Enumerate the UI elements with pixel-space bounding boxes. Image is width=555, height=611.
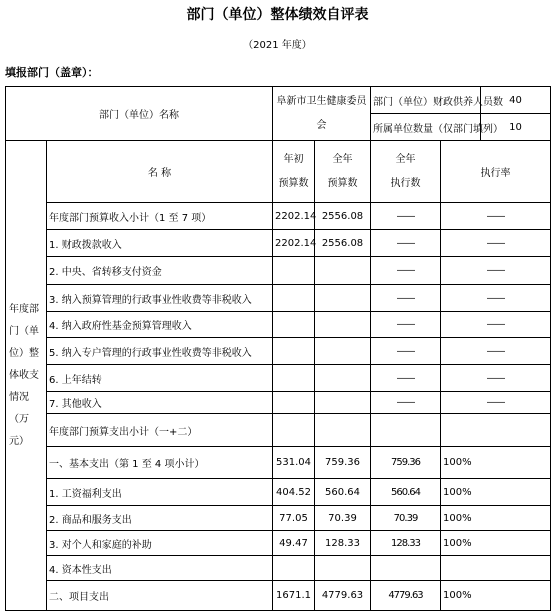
col-full-header-line2: 预算数 — [327, 177, 358, 189]
row-executed: 128.33 — [371, 531, 441, 556]
row-name: 一、基本支出（第 1 至 4 项小计） — [47, 447, 273, 479]
row-full-budget: 4779.63 — [315, 581, 371, 611]
col-exec-header-line1: 全年 — [395, 153, 416, 165]
row-full-budget — [315, 257, 371, 285]
col-initial-header-line2: 预算数 — [278, 177, 309, 189]
staff-count-label: 部门（单位）财政供养人员数 — [371, 87, 481, 114]
row-initial-budget: 2202.14 — [273, 203, 315, 230]
row-full-budget: 128.33 — [315, 531, 371, 556]
table-row — [6, 556, 551, 581]
row-initial-budget: 2202.14 — [273, 230, 315, 257]
table-row — [6, 392, 551, 414]
row-name: 1. 财政拨款收入 — [47, 230, 273, 257]
table-row — [6, 581, 551, 611]
row-rate: —— — [441, 230, 551, 257]
row-full-budget — [315, 312, 371, 338]
row-rate: 100% — [441, 506, 551, 531]
row-full-budget — [315, 414, 371, 447]
row-executed: 4779.63 — [371, 581, 441, 611]
row-rate: —— — [441, 257, 551, 285]
page-title: 部门（单位）整体绩效自评表 — [186, 7, 369, 23]
row-initial-budget: 1671.1 — [273, 581, 315, 611]
row-rate — [441, 414, 551, 447]
table-row — [6, 338, 551, 365]
row-name: 3. 纳入预算管理的行政事业性收费等非税收入 — [47, 285, 273, 312]
row-name: 1. 工资福利支出 — [47, 479, 273, 506]
row-name: 7. 其他收入 — [47, 392, 273, 414]
table-row — [6, 230, 551, 257]
dept-name-label: 部门（单位）名称 — [6, 87, 273, 141]
row-initial-budget — [273, 312, 315, 338]
row-full-budget — [315, 338, 371, 365]
row-executed: —— — [371, 338, 441, 365]
row-rate: —— — [441, 338, 551, 365]
row-executed: —— — [371, 285, 441, 312]
row-full-budget — [315, 285, 371, 312]
row-executed: —— — [371, 203, 441, 230]
row-name: 5. 纳入专户管理的行政事业性收费等非税收入 — [47, 338, 273, 365]
table-row — [6, 312, 551, 338]
row-name: 2. 中央、省转移支付资金 — [47, 257, 273, 285]
row-initial-budget — [273, 338, 315, 365]
table-row — [6, 479, 551, 506]
row-rate — [441, 556, 551, 581]
col-full-header-line1: 全年 — [332, 153, 353, 165]
row-initial-budget: 404.52 — [273, 479, 315, 506]
row-name: 2. 商品和服务支出 — [47, 506, 273, 531]
row-initial-budget: 77.05 — [273, 506, 315, 531]
row-name: 4. 纳入政府性基金预算管理收入 — [47, 312, 273, 338]
sub-unit-label: 所属单位数量（仅部门填列） — [371, 114, 481, 141]
row-executed: 70.39 — [371, 506, 441, 531]
row-initial-budget — [273, 556, 315, 581]
row-initial-budget — [273, 257, 315, 285]
table-row — [6, 365, 551, 392]
row-name: 二、项目支出 — [47, 581, 273, 611]
row-full-budget: 70.39 — [315, 506, 371, 531]
row-rate: —— — [441, 365, 551, 392]
row-full-budget: 759.36 — [315, 447, 371, 479]
row-executed: —— — [371, 257, 441, 285]
row-rate: 100% — [441, 531, 551, 556]
performance-table — [5, 86, 551, 611]
row-name: 年度部门预算收入小计（1 至 7 项） — [47, 203, 273, 230]
row-rate: —— — [441, 312, 551, 338]
row-full-budget: 2556.08 — [315, 230, 371, 257]
row-full-budget — [315, 392, 371, 414]
col-full-header — [315, 141, 371, 203]
row-full-budget: 2556.08 — [315, 203, 371, 230]
table-row — [6, 414, 551, 447]
row-initial-budget — [273, 414, 315, 447]
table-row — [6, 257, 551, 285]
side-label: 年度部门（单位）整体收支情况（万元） — [6, 141, 47, 611]
sub-unit-value: 10 — [481, 114, 551, 141]
row-rate: 100% — [441, 581, 551, 611]
row-name: 年度部门预算支出小计（一+二） — [47, 414, 273, 447]
row-rate: 100% — [441, 447, 551, 479]
row-executed: —— — [371, 312, 441, 338]
row-rate: —— — [441, 285, 551, 312]
row-full-budget — [315, 556, 371, 581]
filler-label: 填报部门（盖章）： — [5, 66, 99, 79]
row-executed: —— — [371, 365, 441, 392]
row-initial-budget: 49.47 — [273, 531, 315, 556]
row-initial-budget — [273, 365, 315, 392]
row-name: 6. 上年结转 — [47, 365, 273, 392]
table-row — [6, 506, 551, 531]
row-executed — [371, 556, 441, 581]
row-initial-budget: 531.04 — [273, 447, 315, 479]
col-exec-header — [371, 141, 441, 203]
col-initial-header — [273, 141, 315, 203]
row-executed — [371, 414, 441, 447]
table-row — [6, 285, 551, 312]
row-name: 3. 对个人和家庭的补助 — [47, 531, 273, 556]
dept-name-value: 阜新市卫生健康委员会 — [273, 87, 371, 141]
table-row — [6, 447, 551, 479]
row-initial-budget — [273, 392, 315, 414]
col-initial-header-line1: 年初 — [283, 153, 304, 165]
report-year: （2021 年度） — [243, 40, 312, 51]
row-rate: —— — [441, 203, 551, 230]
row-initial-budget — [273, 285, 315, 312]
table-row — [6, 531, 551, 556]
row-executed: 560.64 — [371, 479, 441, 506]
row-executed: 759.36 — [371, 447, 441, 479]
row-full-budget — [315, 365, 371, 392]
row-full-budget: 560.64 — [315, 479, 371, 506]
row-rate: 100% — [441, 479, 551, 506]
col-name-header: 名 称 — [47, 141, 273, 203]
row-rate: —— — [441, 392, 551, 414]
row-executed: —— — [371, 392, 441, 414]
row-name: 4. 资本性支出 — [47, 556, 273, 581]
table-row — [6, 203, 551, 230]
col-exec-header-line2: 执行数 — [390, 177, 421, 189]
row-executed: —— — [371, 230, 441, 257]
staff-count-value: 40 — [481, 87, 551, 114]
col-rate-header: 执行率 — [441, 141, 551, 203]
